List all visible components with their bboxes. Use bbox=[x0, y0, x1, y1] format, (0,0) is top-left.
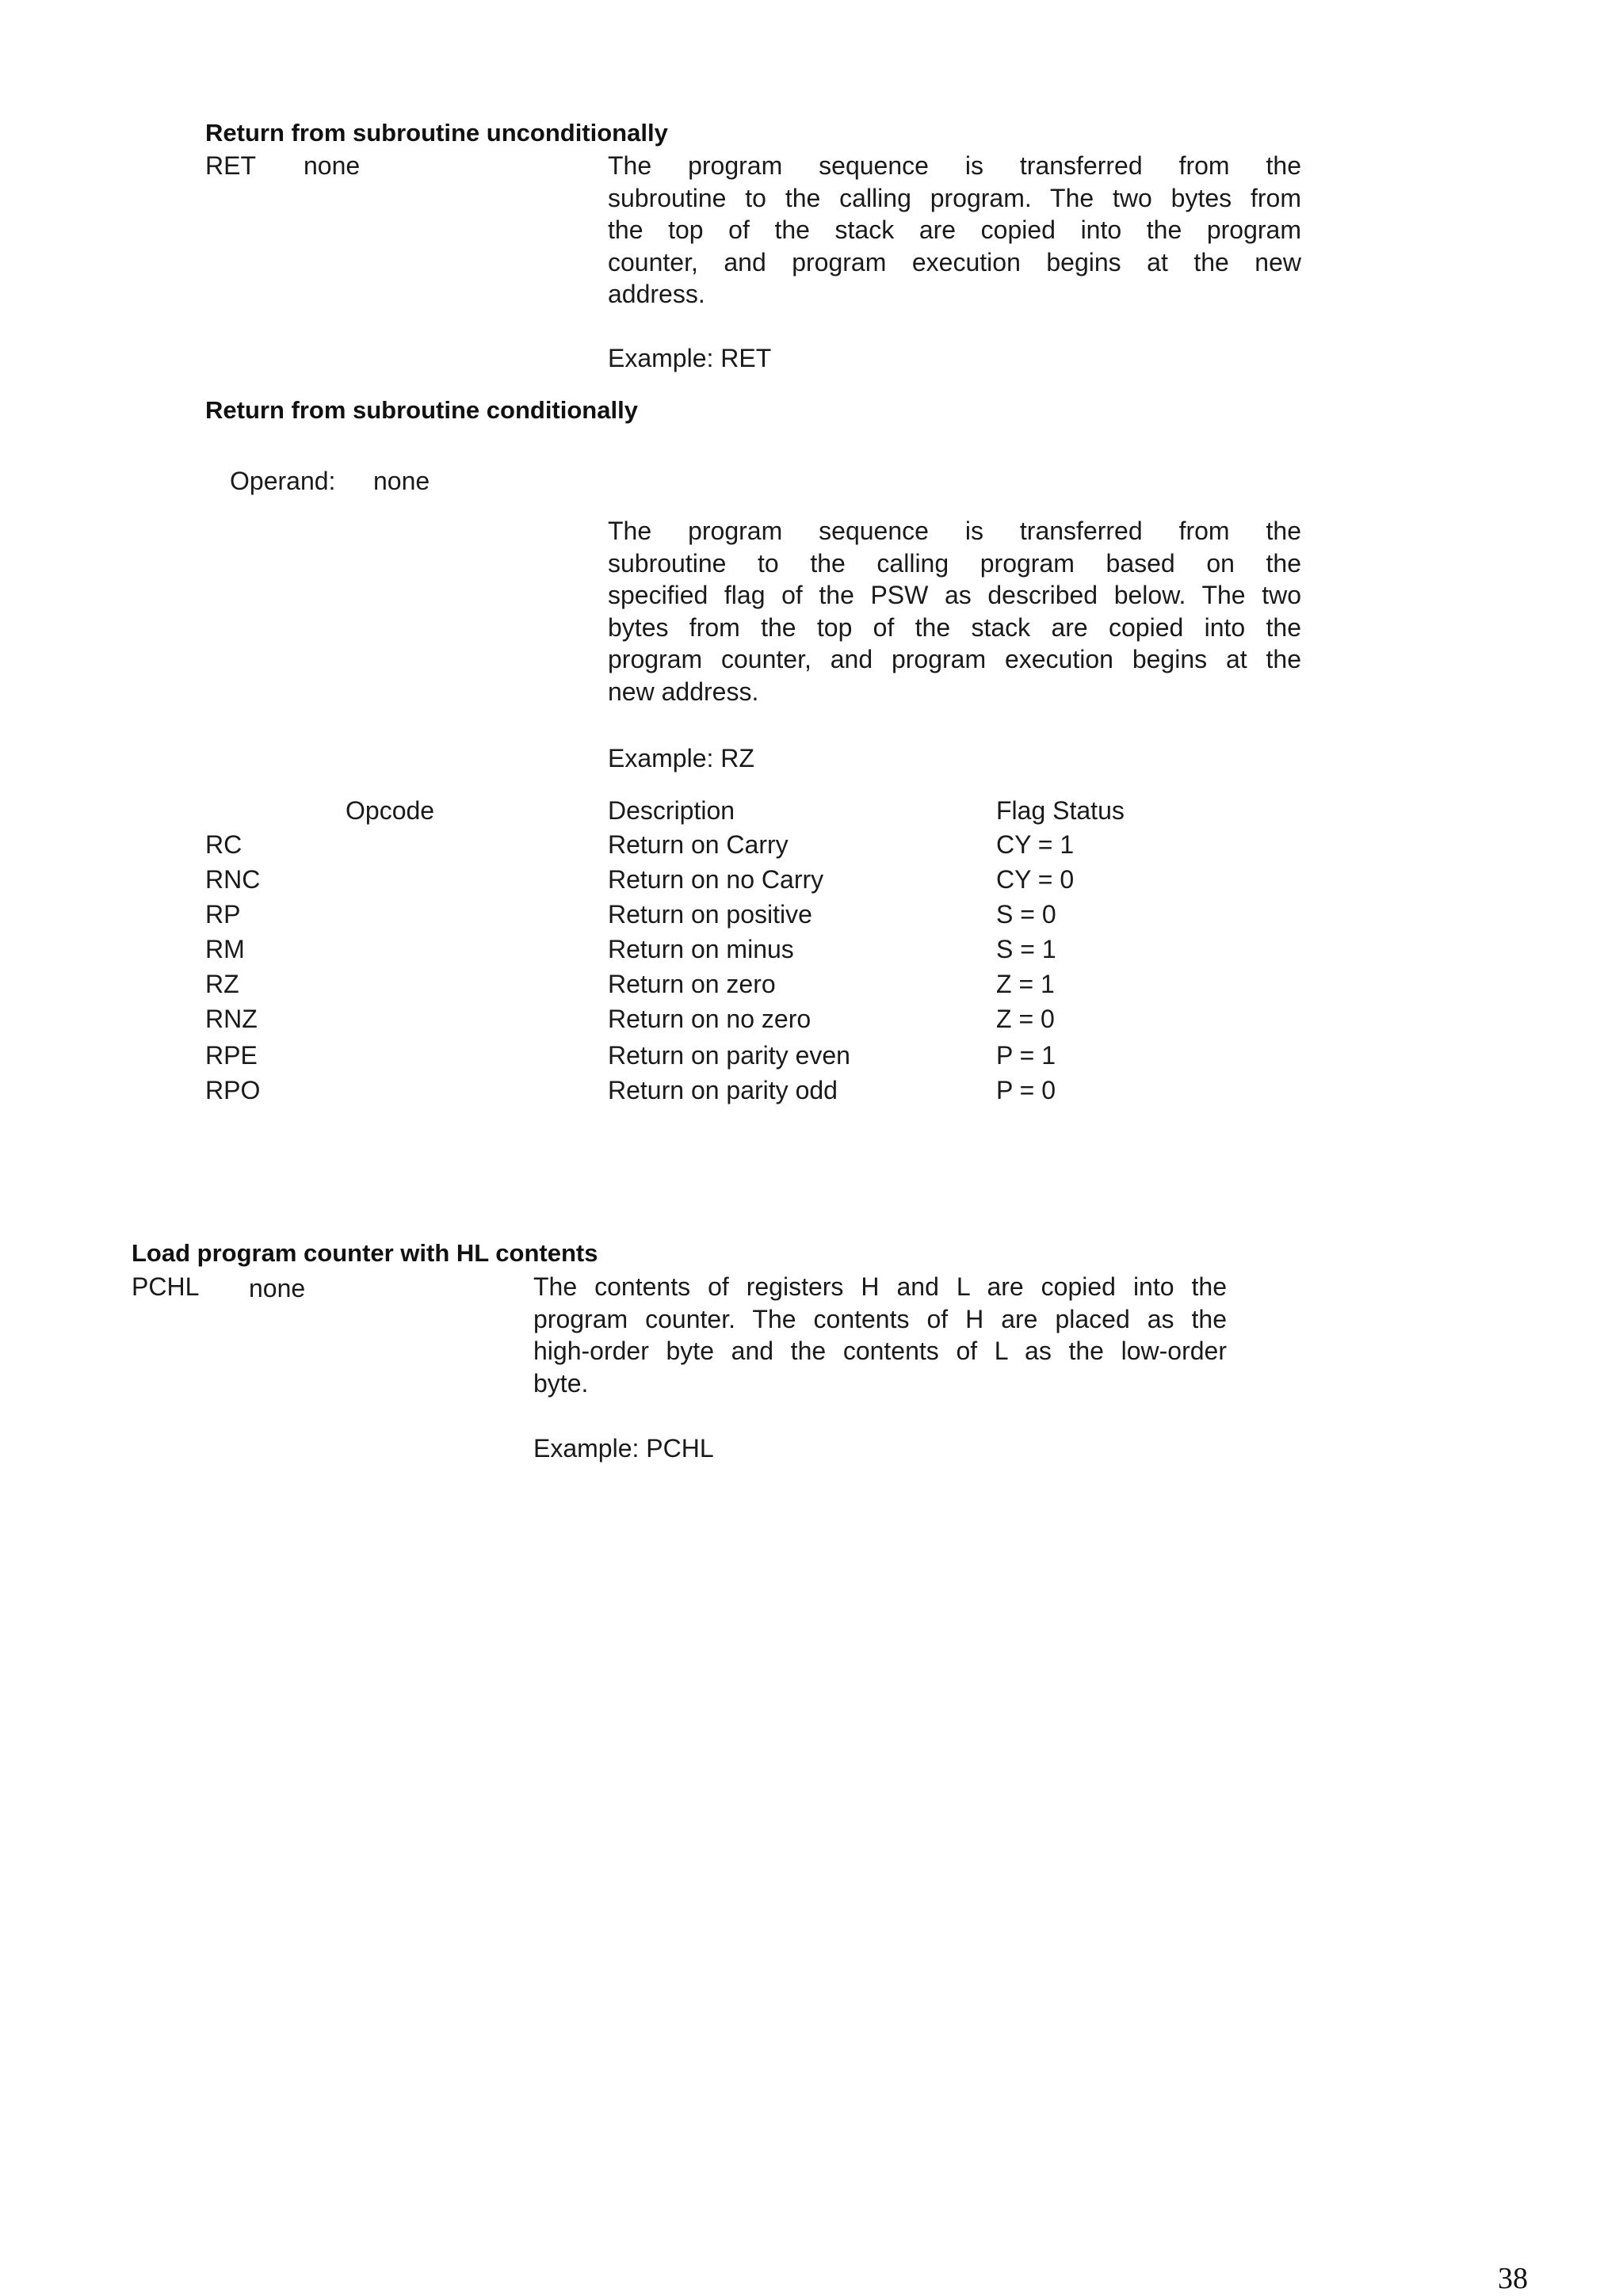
table-cell-description: Return on zero bbox=[608, 970, 776, 998]
table-cell-description: Return on no zero bbox=[608, 1005, 812, 1033]
table-cell-opcode: RC bbox=[205, 830, 242, 859]
example-ret: Example: RET bbox=[608, 344, 772, 372]
table-cell-description: Return on parity even bbox=[608, 1041, 850, 1070]
description-line: specified flag of the PSW as described below. The two bbox=[608, 581, 1301, 609]
description-line: subroutine to the calling program. The two bytes from bbox=[608, 183, 1301, 212]
table-cell-flag: P = 0 bbox=[996, 1076, 1056, 1104]
table-cell-description: Return on no Carry bbox=[608, 865, 824, 894]
description-line: address. bbox=[608, 280, 705, 308]
description-line: The contents of registers H and L are copied into the bbox=[533, 1272, 1227, 1301]
operand-pchl: none bbox=[249, 1274, 306, 1302]
description-line: The program sequence is transferred from the bbox=[608, 151, 1301, 180]
opcode-pchl: PCHL bbox=[132, 1272, 200, 1301]
table-header-description: Description bbox=[608, 796, 735, 825]
table-cell-description: Return on minus bbox=[608, 935, 794, 963]
table-cell-description: Return on parity odd bbox=[608, 1076, 838, 1104]
opcode-ret: RET bbox=[205, 151, 256, 180]
section-heading-ret: Return from subroutine unconditionally bbox=[205, 119, 668, 147]
table-cell-flag: Z = 1 bbox=[996, 970, 1055, 998]
table-cell-flag: S = 1 bbox=[996, 935, 1056, 963]
table-header-opcode: Opcode bbox=[346, 796, 435, 825]
operand-value: none bbox=[373, 467, 430, 495]
description-ret bbox=[608, 150, 1301, 311]
table-header-flag-status: Flag Status bbox=[996, 796, 1125, 825]
table-cell-opcode: RNC bbox=[205, 865, 261, 894]
description-pchl bbox=[533, 1271, 1227, 1399]
description-line: counter, and program execution begins at the new bbox=[608, 247, 1301, 277]
section-heading-conditional-return: Return from subroutine conditionally bbox=[205, 396, 638, 424]
operand-ret: none bbox=[304, 151, 361, 180]
description-line: program counter, and program execution begins at the bbox=[608, 645, 1301, 673]
description-conditional-return bbox=[608, 515, 1301, 707]
table-cell-flag: Z = 0 bbox=[996, 1005, 1055, 1033]
table-cell-opcode: RZ bbox=[205, 970, 239, 998]
description-line: the top of the stack are copied into the program bbox=[608, 215, 1301, 244]
table-cell-opcode: RP bbox=[205, 900, 241, 929]
table-cell-description: Return on Carry bbox=[608, 830, 789, 859]
operand-label: Operand: bbox=[230, 467, 336, 495]
table-cell-flag: P = 1 bbox=[996, 1041, 1056, 1070]
table-cell-opcode: RNZ bbox=[205, 1005, 258, 1033]
description-line: new address. bbox=[608, 677, 759, 706]
table-cell-flag: CY = 1 bbox=[996, 830, 1075, 859]
description-line: bytes from the top of the stack are copied into the bbox=[608, 612, 1301, 642]
description-line: byte. bbox=[533, 1368, 589, 1398]
table-cell-opcode: RPO bbox=[205, 1076, 261, 1104]
table-cell-flag: CY = 0 bbox=[996, 865, 1075, 894]
description-line: The program sequence is transferred from the bbox=[608, 517, 1301, 545]
section-heading-pchl: Load program counter with HL contents bbox=[132, 1239, 598, 1267]
page-number: 38 bbox=[1498, 2262, 1528, 2295]
example-pchl: Example: PCHL bbox=[533, 1434, 714, 1463]
table-cell-description: Return on positive bbox=[608, 900, 812, 929]
table-cell-opcode: RM bbox=[205, 935, 245, 963]
table-cell-flag: S = 0 bbox=[996, 900, 1056, 929]
description-line: high-order byte and the contents of L as the low-order bbox=[533, 1337, 1227, 1365]
description-line: program counter. The contents of H are placed as the bbox=[533, 1304, 1227, 1333]
description-line: subroutine to the calling program based on the bbox=[608, 548, 1301, 578]
table-cell-opcode: RPE bbox=[205, 1041, 258, 1070]
example-rz: Example: RZ bbox=[608, 744, 754, 772]
